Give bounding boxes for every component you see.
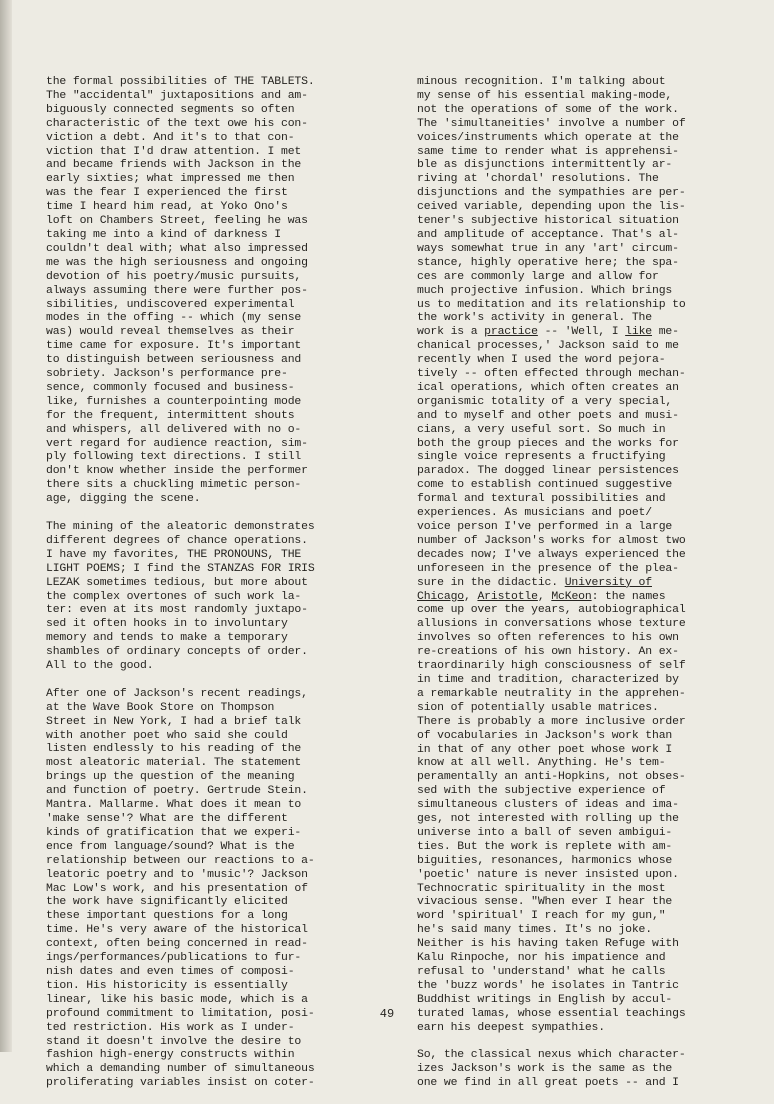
text-line: vert regard for audience reaction, sim- [46, 436, 308, 450]
paragraph [46, 75, 349, 506]
text-line: ter: even at its most randomly juxtapo- [46, 603, 308, 617]
text-line: stand it doesn't involve the desire to [46, 1034, 302, 1048]
text-line: The mining of the aleatoric demonstrates [46, 519, 315, 533]
text-line: disjunctions and the sympathies are per- [417, 186, 686, 200]
text-line: and whispers, all delivered with no o- [46, 422, 302, 436]
text-line: vivacious sense. "When ever I hear the [417, 895, 673, 909]
text-line: recently when I used the word pejora- [417, 353, 666, 367]
text-line: ence from language/sound? What is the [46, 839, 295, 853]
text-line: Buddhist writings in English by accul- [417, 992, 673, 1006]
text-line: sence, commonly focused and business- [46, 380, 295, 394]
text-line: Mantra. Mallarme. What does it mean to [46, 798, 302, 812]
text-line: So, the classical nexus which character- [417, 1048, 686, 1062]
text-line: LIGHT POEMS; I find the STANZAS FOR IRIS [46, 561, 315, 575]
text-line: minous recognition. I'm talking about [417, 75, 666, 88]
underlined-term: Aristotle [477, 589, 538, 603]
text-line: After one of Jackson's recent readings, [46, 686, 308, 700]
text-line: re-creations of his own history. An ex- [417, 645, 679, 659]
text-line: and to myself and other poets and musi- [417, 408, 679, 422]
text-line: to distinguish between seriousness and [46, 353, 302, 367]
text-line: I have my favorites, THE PRONOUNS, THE [46, 547, 302, 561]
text-line: for the frequent, intermittent shouts [46, 408, 295, 422]
text-line: unforeseen in the presence of the plea- [417, 561, 679, 575]
text-line: most aleatoric material. The statement [46, 756, 302, 770]
text-line: simultaneous clusters of ideas and ima- [417, 798, 679, 812]
text-line: relationship between our reactions to a- [46, 853, 315, 867]
text-line: which a demanding number of simultaneous [46, 1062, 315, 1076]
page-number: 49 [379, 1007, 395, 1021]
text-line: linear, like his basic mode, which is a [46, 992, 308, 1006]
text-line: refusal to 'understand' what he calls [417, 965, 666, 978]
text-line: time I heard him read, at Yoko Ono's [46, 200, 288, 214]
text-line: and function of poetry. Gertrude Stein. [46, 784, 308, 798]
text-line: Chicago, Aristotle, McKeon: the names [417, 589, 666, 603]
text-line: the formal possibilities of THE TABLETS. [46, 75, 315, 88]
text-line: turated lamas, whose essential teachings [417, 1006, 686, 1020]
text-line: fashion high-energy constructs within [46, 1048, 295, 1062]
paragraph [46, 687, 349, 1090]
text-line: stance, highly operative here; the spa- [417, 255, 679, 269]
text-line: izes Jackson's work is the same as the [417, 1062, 673, 1076]
text-line: us to meditation and its relationship to [417, 297, 686, 311]
text-line: brings up the question of the meaning [46, 770, 295, 784]
text-line: listen endlessly to his reading of the [46, 742, 302, 756]
text-line: age, digging the scene. [46, 492, 201, 506]
underlined-term: McKeon [551, 589, 592, 603]
text-line: viction that I'd draw attention. I met [46, 144, 302, 158]
text-line: come to establish continued suggestive [417, 478, 673, 492]
text-line: tively -- often effected through mechan- [417, 367, 686, 381]
text-line: like, furnishes a counterpointing mode [46, 394, 302, 408]
text-line: time. He's very aware of the historical [46, 923, 308, 937]
underlined-term: Chicago [417, 589, 464, 603]
text-line: voices/instruments which operate at the [417, 130, 679, 144]
text-line: couldn't deal with; what also impressed [46, 241, 308, 255]
text-line: All to the good. [46, 659, 154, 673]
text-line: was the fear I experienced the first [46, 186, 288, 200]
text-line: was) would reveal themselves as their [46, 325, 295, 339]
text-line: Technocratic spirituality in the most [417, 881, 666, 895]
text-line: the work have significantly elicited [46, 895, 288, 909]
text-line: ble as disjunctions intermittently ar- [417, 158, 673, 172]
text-line: much projective infusion. Which brings [417, 283, 673, 297]
text-line: paradox. The dogged linear persistences [417, 464, 679, 478]
text-line: earn his deepest sympathies. [417, 1020, 605, 1034]
text-line: don't know whether inside the performer [46, 464, 308, 478]
text-line: modes in the offing -- which (my sense [46, 311, 302, 325]
text-line: single voice represents a fructifying [417, 450, 666, 464]
text-line: ces are commonly large and allow for [417, 269, 659, 283]
text-line: time came for exposure. It's important [46, 339, 302, 353]
text-line: me was the high seriousness and ongoing [46, 255, 308, 269]
text-line: involves so often references to his own [417, 631, 679, 645]
text-line: he's said many times. It's no joke. [417, 923, 652, 937]
text-line: the 'buzz words' he isolates in Tantric [417, 978, 679, 992]
text-line: same time to render what is apprehensi- [417, 144, 679, 158]
text-line: Neither is his having taken Refuge with [417, 937, 679, 951]
text-line: sure in the didactic. University of [417, 575, 652, 589]
text-line: taking me into a kind of darkness I [46, 227, 281, 241]
text-line: loft on Chambers Street, feeling he was [46, 214, 308, 228]
text-line: riving at 'chordal' resolutions. The [417, 172, 659, 186]
text-line: organismic totality of a very special, [417, 394, 673, 408]
text-line: of vocabularies in Jackson's work than [417, 728, 673, 742]
text-line: profound commitment to limitation, posi- [46, 1006, 315, 1020]
text-line: sibilities, undiscovered experimental [46, 297, 295, 311]
text-line: context, often being concerned in read- [46, 937, 308, 951]
text-line: There is probably a more inclusive order [417, 714, 686, 728]
text-line: chanical processes,' Jackson said to me [417, 339, 679, 353]
text-line: cians, a very useful sort. So much in [417, 422, 666, 436]
text-line: a remarkable neutrality in the apprehen- [417, 686, 686, 700]
paragraph [417, 1048, 723, 1090]
text-line: sed with the subjective experience of [417, 784, 666, 798]
text-line: ceived variable, depending upon the lis- [417, 200, 686, 214]
text-column-right [417, 75, 723, 1104]
text-line: there sits a chuckling mimetic person- [46, 478, 302, 492]
text-line: 'poetic' nature is never insisted upon. [417, 867, 679, 881]
underlined-term: practice [484, 325, 538, 339]
text-line: come up over the years, autobiographical [417, 603, 686, 617]
text-line: number of Jackson's works for almost two [417, 533, 686, 547]
text-line: always assuming there were further pos- [46, 283, 308, 297]
text-line: characteristic of the text owe his con- [46, 116, 308, 130]
text-line: peramentally an anti-Hopkins, not obses- [417, 770, 686, 784]
text-line: The "accidental" juxtapositions and am- [46, 88, 308, 102]
text-line: biguously connected segments so often [46, 102, 295, 116]
text-line: ways somewhat true in any 'art' circum- [417, 241, 679, 255]
underlined-term: like [625, 325, 652, 339]
text-line: ted restriction. His work as I under- [46, 1020, 295, 1034]
text-line: kinds of gratification that we experi- [46, 825, 302, 839]
text-line: ties. But the work is replete with am- [417, 839, 673, 853]
text-line: tener's subjective historical situation [417, 214, 679, 228]
text-line: and became friends with Jackson in the [46, 158, 302, 172]
text-line: experiences. As musicians and poet/ [417, 506, 652, 520]
underlined-term: University of [564, 575, 652, 589]
text-line: decades now; I've always experienced the [417, 547, 686, 561]
text-line: with another poet who said she could [46, 728, 288, 742]
text-line: devotion of his poetry/music pursuits, [46, 269, 302, 283]
text-line: tion. His historicity is essentially [46, 978, 288, 992]
text-line: LEZAK sometimes tedious, but more about [46, 575, 308, 589]
text-line: early sixties; what impressed me then [46, 172, 295, 186]
text-line: these important questions for a long [46, 909, 288, 923]
text-line: the complex overtones of such work la- [46, 589, 302, 603]
text-line: Mac Low's work, and his presentation of [46, 881, 308, 895]
text-line: formal and textural possibilities and [417, 492, 666, 506]
text-line: sion of potentially usable matrices. [417, 700, 659, 714]
text-line: at the Wave Book Store on Thompson [46, 700, 275, 714]
text-line: sobriety. Jackson's performance pre- [46, 367, 288, 381]
text-line: memory and tends to make a temporary [46, 631, 288, 645]
text-line: proliferating variables insist on coter- [46, 1076, 315, 1090]
text-line: nish dates and even times of composi- [46, 964, 295, 978]
text-line: and amplitude of acceptance. That's al- [417, 227, 679, 241]
text-line: shambles of ordinary concepts of order. [46, 645, 308, 659]
text-line: Street in New York, I had a brief talk [46, 714, 302, 728]
text-line: allusions in conversations whose texture [417, 617, 686, 631]
paragraph [46, 520, 349, 673]
text-line: sed it often hooks in to involuntary [46, 617, 288, 631]
text-line: my sense of his essential making-mode, [417, 88, 673, 102]
text-line: The 'simultaneities' involve a number of [417, 116, 686, 130]
text-line: work is a practice -- 'Well, I like me- [417, 325, 679, 339]
text-line: ical operations, which often creates an [417, 380, 679, 394]
text-column-left [46, 75, 349, 1104]
text-line: viction a debt. And it's to that con- [46, 130, 295, 144]
text-line: voice person I've performed in a large [417, 520, 673, 533]
text-line: not the operations of some of the work. [417, 102, 679, 116]
text-line: know at all well. Anything. He's tem- [417, 756, 666, 770]
text-line: leatoric poetry and to 'music'? Jackson [46, 867, 308, 881]
page-binding-shadow [0, 0, 12, 1052]
paragraph [417, 75, 723, 1035]
text-line: in that of any other poet whose work I [417, 742, 673, 756]
text-line: different degrees of chance operations. [46, 533, 308, 547]
text-line: ply following text directions. I still [46, 450, 302, 464]
text-line: in time and tradition, characterized by [417, 672, 679, 686]
text-line: ings/performances/publications to fur- [46, 951, 302, 965]
text-line: universe into a ball of seven ambigui- [417, 825, 673, 839]
text-line: one we find in all great poets -- and I [417, 1076, 679, 1090]
text-line: Kalu Rinpoche, nor his impatience and [417, 951, 666, 965]
text-line: traordinarily high consciousness of self [417, 659, 686, 673]
text-line: the work's activity in general. The [417, 311, 652, 325]
text-line: both the group pieces and the works for [417, 436, 679, 450]
text-line: 'make sense'? What are the different [46, 812, 288, 825]
text-line: ges, not interested with rolling up the [417, 812, 679, 826]
text-line: biguities, resonances, harmonics whose [417, 853, 673, 867]
text-line: word 'spiritual' I reach for my gun," [417, 909, 666, 923]
